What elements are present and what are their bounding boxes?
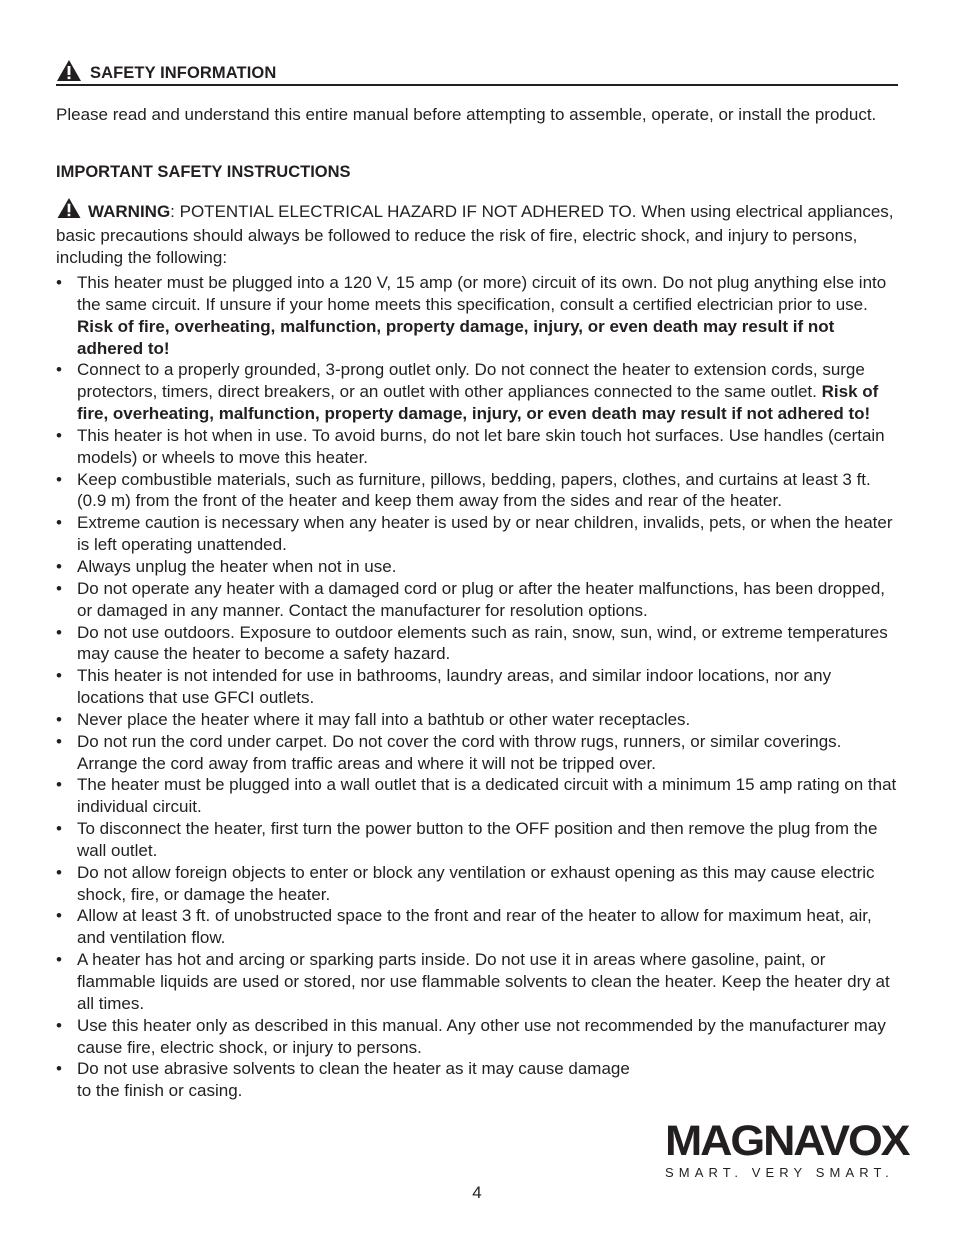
page-number: 4 <box>472 1183 482 1202</box>
bullet: • <box>56 622 62 642</box>
warning-text: : POTENTIAL ELECTRICAL HAZARD IF NOT ADHERED TO. When using electrical appliances, basic precautions should always be followed to reduce the risk of fire, electric shock, and injury to persons, including the following: <box>56 202 894 267</box>
bullet: • <box>56 513 62 533</box>
safety-instruction-item <box>56 359 902 425</box>
instruction-text: This heater must be plugged into a 120 V, 15 amp (or more) circuit of its own. Do not plug anything else into the same circuit. If unsure if your home meets this specification, consult a certified electrician prior to use. <box>77 273 887 314</box>
safety-instruction-item <box>56 425 902 469</box>
instruction-text: Extreme caution is necessary when any heater is used by or near children, invalids, pets, or when the heater is left operating unattended. <box>77 513 893 555</box>
bullet: • <box>56 731 62 751</box>
instruction-text: Do not use outdoors. Exposure to outdoor elements such as rain, snow, sun, wind, or extreme temperatures may cause the heater to become a safety hazard. <box>77 622 888 664</box>
bullet: • <box>56 360 62 380</box>
instruction-text: This heater is hot when in use. To avoid burns, do not let bare skin touch hot surfaces. Use handles (certain models) or wheels to move this heater. <box>77 425 885 467</box>
magnavox-logo <box>665 1117 909 1180</box>
bullet: • <box>56 862 62 882</box>
logo-tagline: SMART. VERY SMART. <box>665 1165 894 1180</box>
section-title: SAFETY INFORMATION <box>90 64 277 82</box>
warning-triangle-icon <box>56 197 82 225</box>
bullet: • <box>56 906 62 926</box>
safety-instructions-list <box>56 272 902 1102</box>
bullet: • <box>56 666 62 686</box>
logo-brand: MAGNAVOX <box>665 1117 909 1165</box>
safety-instruction-item <box>56 512 902 556</box>
instruction-text: Keep combustible materials, such as furniture, pillows, bedding, papers, clothes, and curtains at least 3 ft. (0.9 m) from the front of the heater and keep them away from the sides and rear of the heater. <box>77 469 871 511</box>
safety-instruction-item <box>56 469 902 513</box>
bullet: • <box>56 1015 62 1035</box>
bullet: • <box>56 709 62 729</box>
warning-paragraph <box>56 197 898 269</box>
instruction-text: Do not operate any heater with a damaged cord or plug or after the heater malfunctions, has been dropped, or damaged in any manner. Contact the manufacturer for resolution options. <box>77 578 886 620</box>
safety-instruction-item <box>56 905 902 949</box>
bullet: • <box>56 950 62 970</box>
instruction-text: This heater is not intended for use in bathrooms, laundry areas, and similar indoor locations, nor any locations that use GFCI outlets. <box>77 666 832 708</box>
important-safety-heading: IMPORTANT SAFETY INSTRUCTIONS <box>56 163 351 181</box>
bullet: • <box>56 578 62 598</box>
instruction-text: Use this heater only as described in this manual. Any other use not recommended by the manufacturer may cause fire, electric shock, or injury to persons. <box>77 1015 886 1057</box>
instruction-text: Allow at least 3 ft. of unobstructed space to the front and rear of the heater to allow for maximum heat, air, and ventilation flow. <box>77 906 872 948</box>
bullet: • <box>56 425 62 445</box>
bullet: • <box>56 273 62 292</box>
safety-instruction-item <box>56 709 902 731</box>
instruction-text: To disconnect the heater, first turn the power button to the OFF position and then remove the plug from the wall outlet. <box>77 819 878 860</box>
safety-instruction-item <box>56 1058 637 1102</box>
bullet: • <box>56 1059 62 1079</box>
safety-instruction-item <box>56 949 902 1015</box>
safety-instruction-item <box>56 731 902 775</box>
safety-instruction-item <box>56 578 902 622</box>
safety-instruction-item <box>56 818 902 862</box>
bullet: • <box>56 556 62 576</box>
instruction-risk-warning: Risk of fire, overheating, malfunction, property damage, injury, or even death may result if not adhered to! <box>77 316 835 358</box>
safety-instruction-item <box>56 665 902 709</box>
instruction-text: The heater must be plugged into a wall outlet that is a dedicated circuit with a minimum 15 amp rating on that individual circuit. <box>77 775 897 817</box>
instruction-text: Connect to a properly grounded, 3-prong outlet only. Do not connect the heater to extension cords, surge protectors, timers, direct breakers, or an outlet with other appliances connected to the same outlet. <box>77 360 865 402</box>
instruction-risk-warning: Risk of fire, overheating, malfunction, property damage, injury, or even death may result if not adhered to! <box>77 382 879 424</box>
safety-instruction-item <box>56 622 902 666</box>
safety-instruction-item <box>56 862 902 906</box>
intro-paragraph: Please read and understand this entire manual before attempting to assemble, operate, or install the product. <box>56 105 877 124</box>
section-header <box>56 56 898 86</box>
instruction-text: Always unplug the heater when not in use. <box>77 556 397 576</box>
instruction-text: Never place the heater where it may fall into a bathtub or other water receptacles. <box>77 709 691 729</box>
safety-instruction-item <box>56 1015 902 1059</box>
safety-instruction-item <box>56 272 902 359</box>
bullet: • <box>56 819 62 839</box>
instruction-text: Do not run the cord under carpet. Do not cover the cord with throw rugs, runners, or similar coverings. Arrange the cord away from traffic areas and where it will not be tripped over. <box>77 731 842 773</box>
safety-instruction-item <box>56 774 902 818</box>
warning-label: WARNING <box>88 202 171 221</box>
bullet: • <box>56 469 62 489</box>
warning-triangle-icon <box>56 59 82 87</box>
instruction-text: Do not use abrasive solvents to clean the heater as it may cause damage to the finish or casing. <box>77 1059 630 1101</box>
instruction-text: Do not allow foreign objects to enter or block any ventilation or exhaust opening as this may cause electric shock, fire, or damage the heater. <box>77 862 875 904</box>
bullet: • <box>56 775 62 795</box>
instruction-text: A heater has hot and arcing or sparking parts inside. Do not use it in areas where gasoline, paint, or flammable liquids are used or stored, nor use flammable solvents to clean the heater. Keep the heater dry at all times. <box>77 950 890 1013</box>
safety-instruction-item <box>56 556 902 578</box>
